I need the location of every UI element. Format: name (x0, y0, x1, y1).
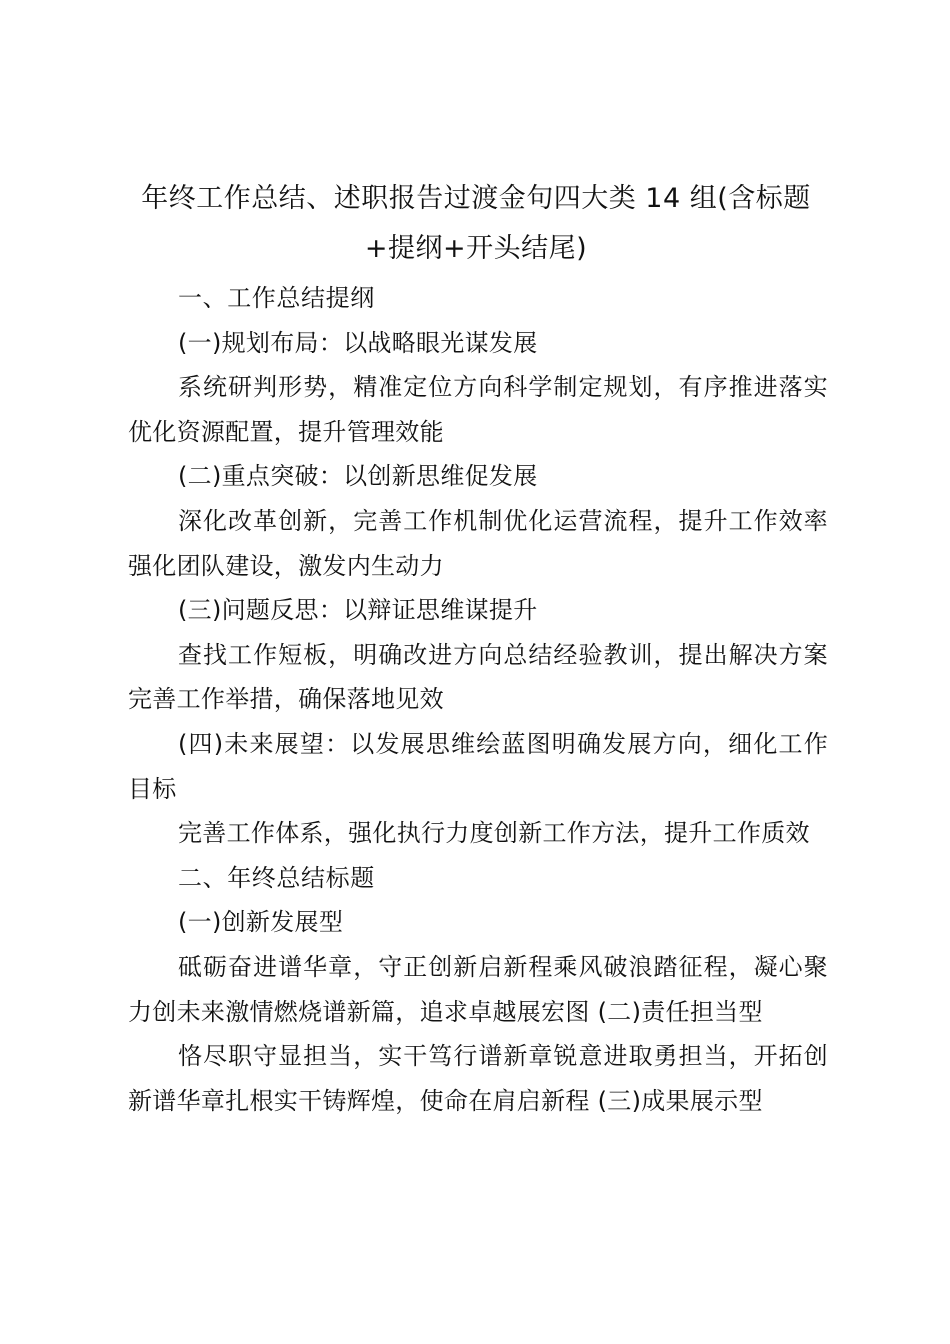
section-heading-titles: 二、年终总结标题 (178, 863, 375, 892)
paragraph-responsibility: 恪尽职守显担当，实干笃行谱新章锐意进取勇担当，开拓创新谱华章扎根实干铸辉煌，使命在肩启新程 (三)成果展示型 (128, 1042, 828, 1115)
paragraph-breakthrough: 深化改革创新，完善工作机制优化运营流程，提升工作效率强化团队建设，激发内生动力 (128, 506, 828, 580)
paragraph-innovation: 砥砺奋进谱华章，守正创新启新程乘风破浪踏征程，凝心聚力创未来激情燃烧谱新篇，追求卓越展宏图 (二)责任担当型 (128, 952, 828, 1026)
paragraph-reflection: 查找工作短板，明确改进方向总结经验教训，提出解决方案完善工作举措，确保落地见效 (128, 640, 828, 714)
subheading-outlook: (四)未来展望：以发展思维绘蓝图明确发展方向，细化工作目标 (128, 729, 828, 803)
section-heading-outline: 一、工作总结提纲 (178, 284, 375, 312)
subheading-innovation: (一)创新发展型 (178, 908, 344, 937)
document-body (128, 276, 828, 1123)
paragraph-outlook: 完善工作体系，强化执行力度创新工作方法，提升工作质效 (178, 819, 810, 848)
subheading-planning: (一)规划布局：以战略眼光谋发展 (178, 328, 538, 357)
document-title: 年终工作总结、述职报告过渡金句四大类 14 组(含标题+提纲+开头结尾) (141, 183, 811, 264)
paragraph-planning: 系统研判形势，精准定位方向科学制定规划，有序推进落实优化资源配置，提升管理效能 (128, 373, 828, 446)
subheading-breakthrough: (二)重点突破：以创新思维促发展 (178, 462, 538, 491)
subheading-reflection: (三)问题反思：以辩证思维谋提升 (178, 596, 538, 625)
